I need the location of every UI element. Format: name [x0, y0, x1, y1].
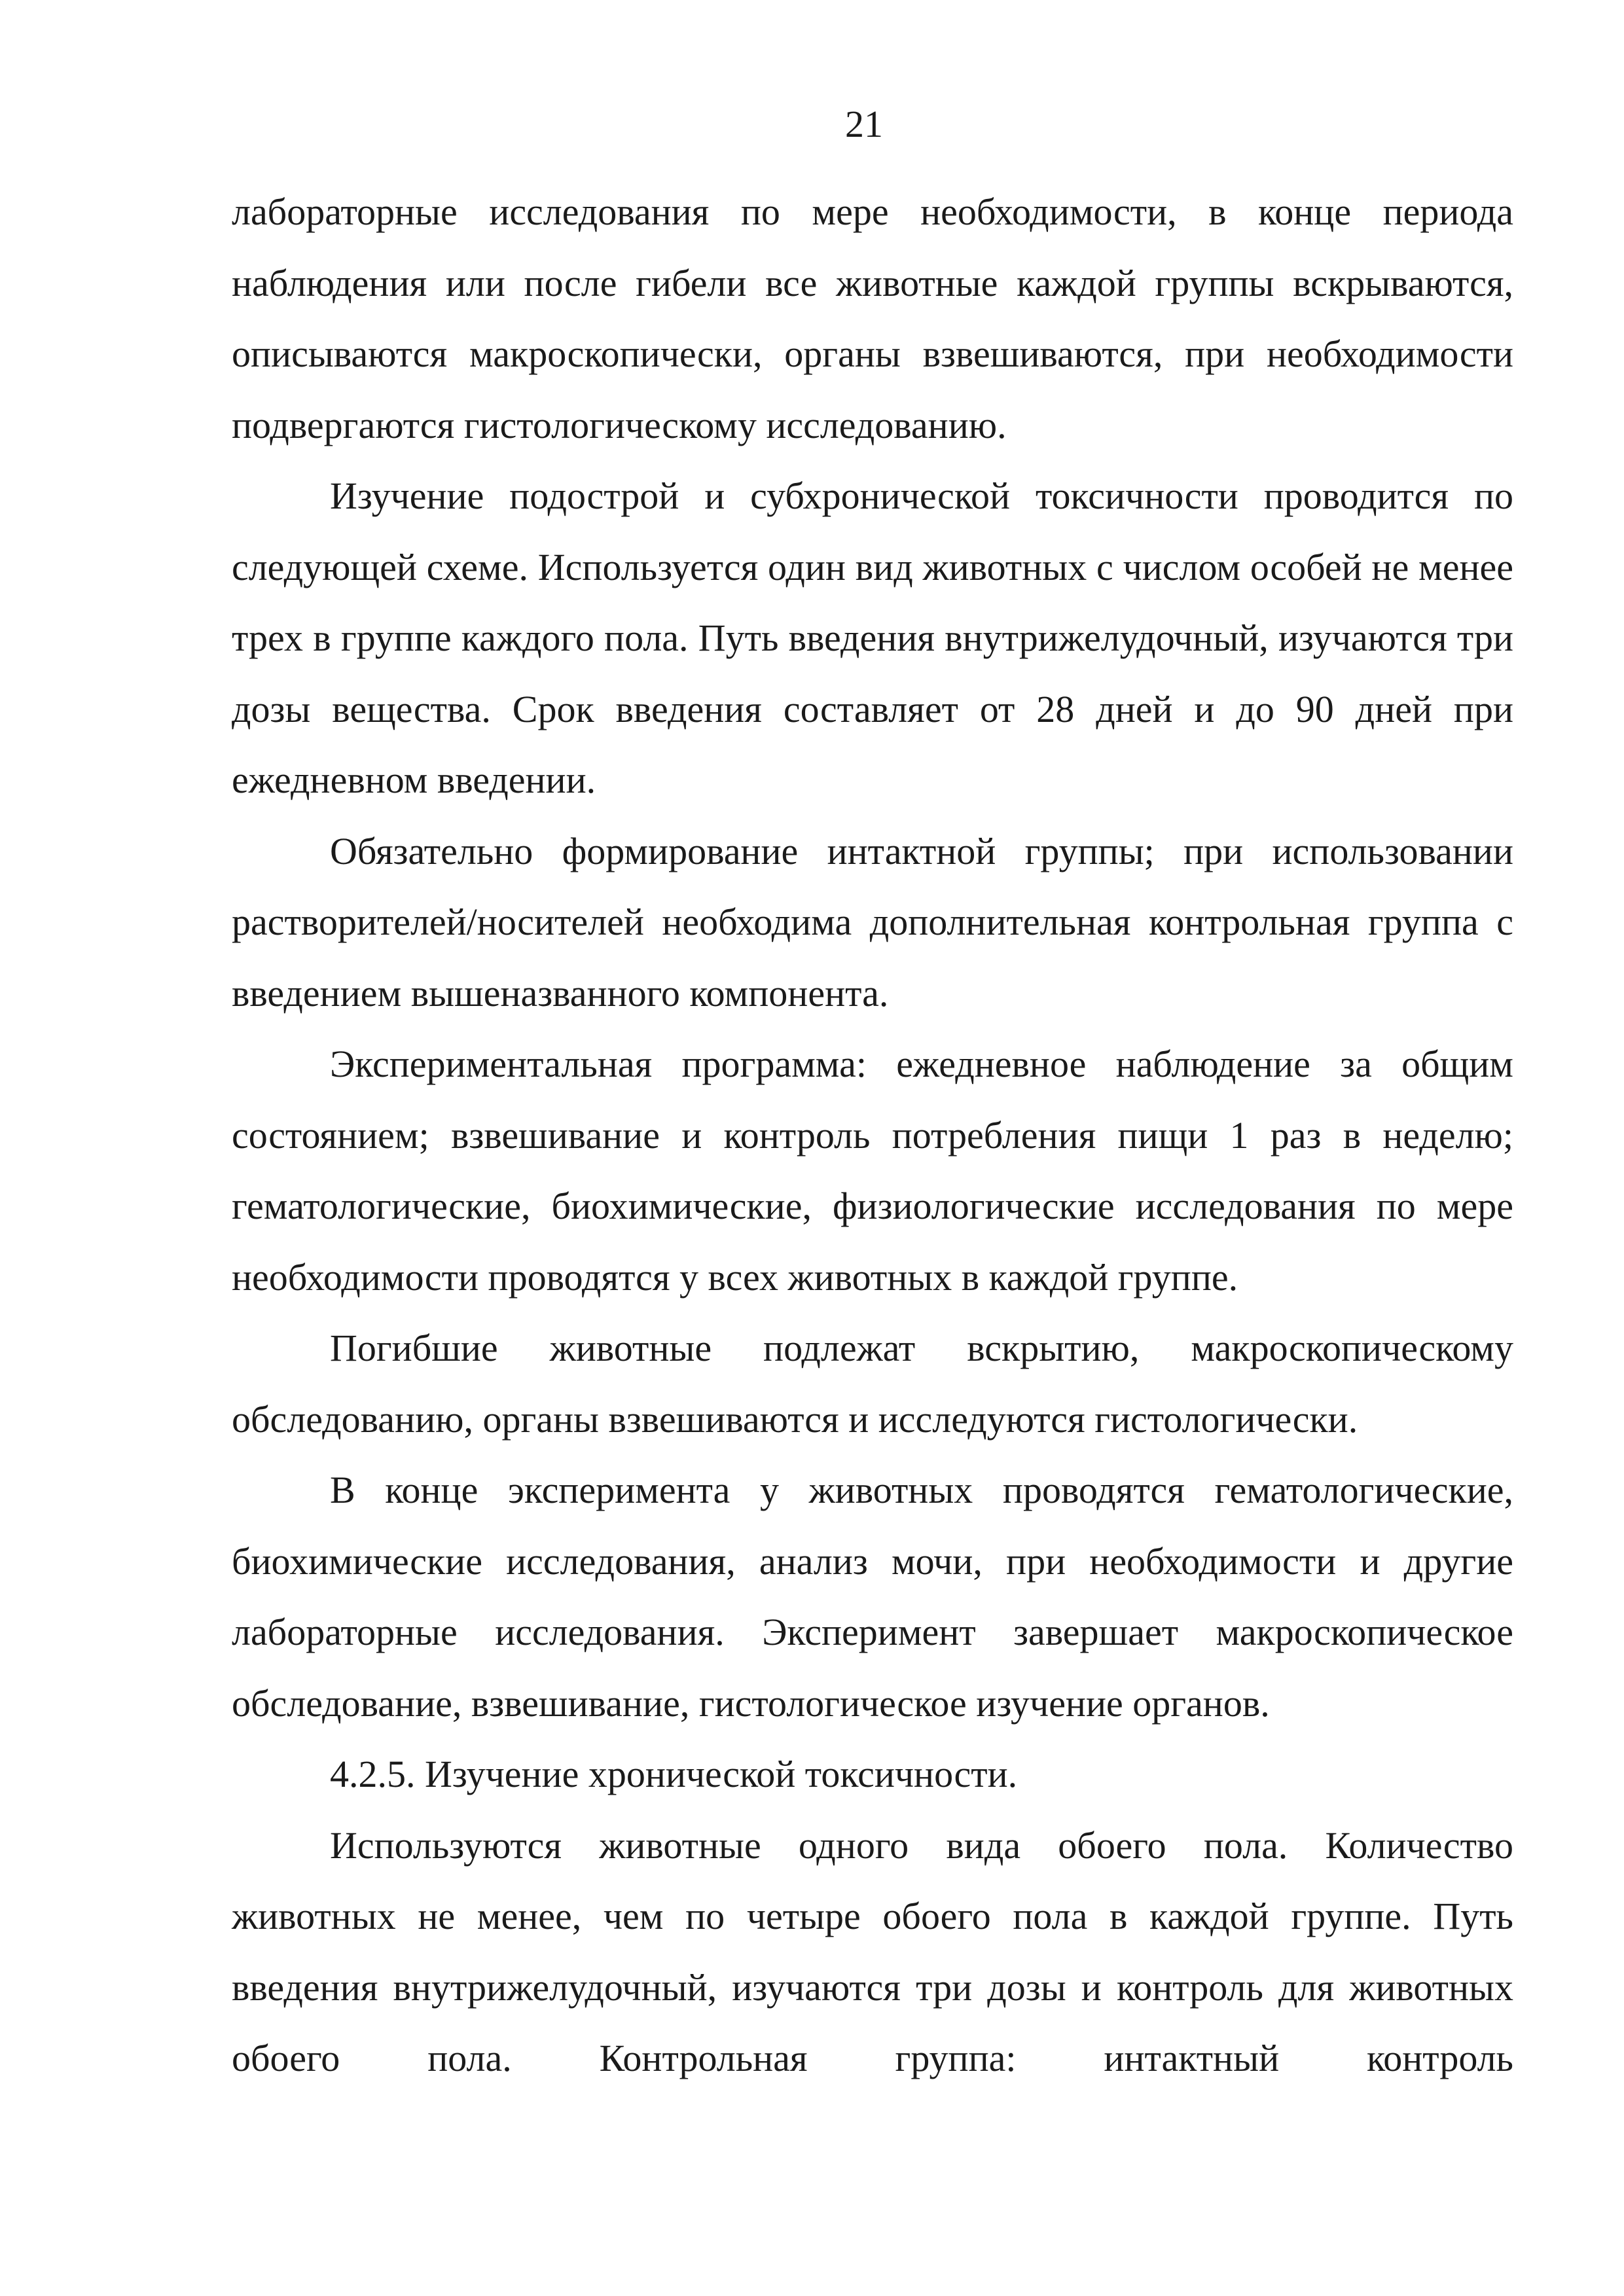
page-number: 21 [845, 103, 883, 145]
paragraph-chronic-scheme: Используются животные одного вида обоего пола. Количество животных не менее, чем по четыре обоего пола в каждой группе. Путь введения внутрижелудочный, изучаются три дозы и контроль для животных обоего пола. Контрольная группа: интактный контроль [232, 1823, 1513, 2079]
document-body [232, 177, 1513, 2094]
paragraph-end-of-experiment: В конце эксперимента у животных проводятся гематологические, биохимические исследования, анализ мочи, при необходимости и другие лабораторные исследования. Эксперимент завершает макроскопическое обследование, взвешивание, гистологическое изучение органов. [232, 1469, 1513, 1725]
paragraph-intact-group: Обязательно формирование интактной группы; при использовании растворителей/носителей необходима дополнительная контрольная группа с введением вышеназванного компонента. [232, 829, 1513, 1014]
section-heading: 4.2.5. Изучение хронической токсичности. [330, 1753, 1018, 1795]
paragraph-subchronic-scheme: Изучение подострой и субхронической токсичности проводится по следующей схеме. Используется один вид животных с числом особей не менее трех в группе каждого пола. Путь введения внутрижелудочный, изучаются три дозы вещества. Срок введения составляет от 28 дней и до 90 дней при ежедневном введении. [232, 475, 1513, 801]
paragraph-continuation: лабораторные исследования по мере необходимости, в конце периода наблюдения или после гибели все животные каждой группы вскрываются, описываются макроскопически, органы взвешиваются, при необходимости подвергаются гистологическому исследованию. [232, 190, 1513, 446]
paragraph-experimental-program: Экспериментальная программа: ежедневное наблюдение за общим состоянием; взвешивание и контроль потребления пищи 1 раз в неделю; гематологические, биохимические, физиологические исследования по мере необходимости проводятся у всех животных в каждой группе. [232, 1043, 1513, 1299]
paragraph-dead-animals: Погибшие животные подлежат вскрытию, макроскопическому обследованию, органы взвешиваются и исследуются гистологически. [232, 1327, 1513, 1441]
